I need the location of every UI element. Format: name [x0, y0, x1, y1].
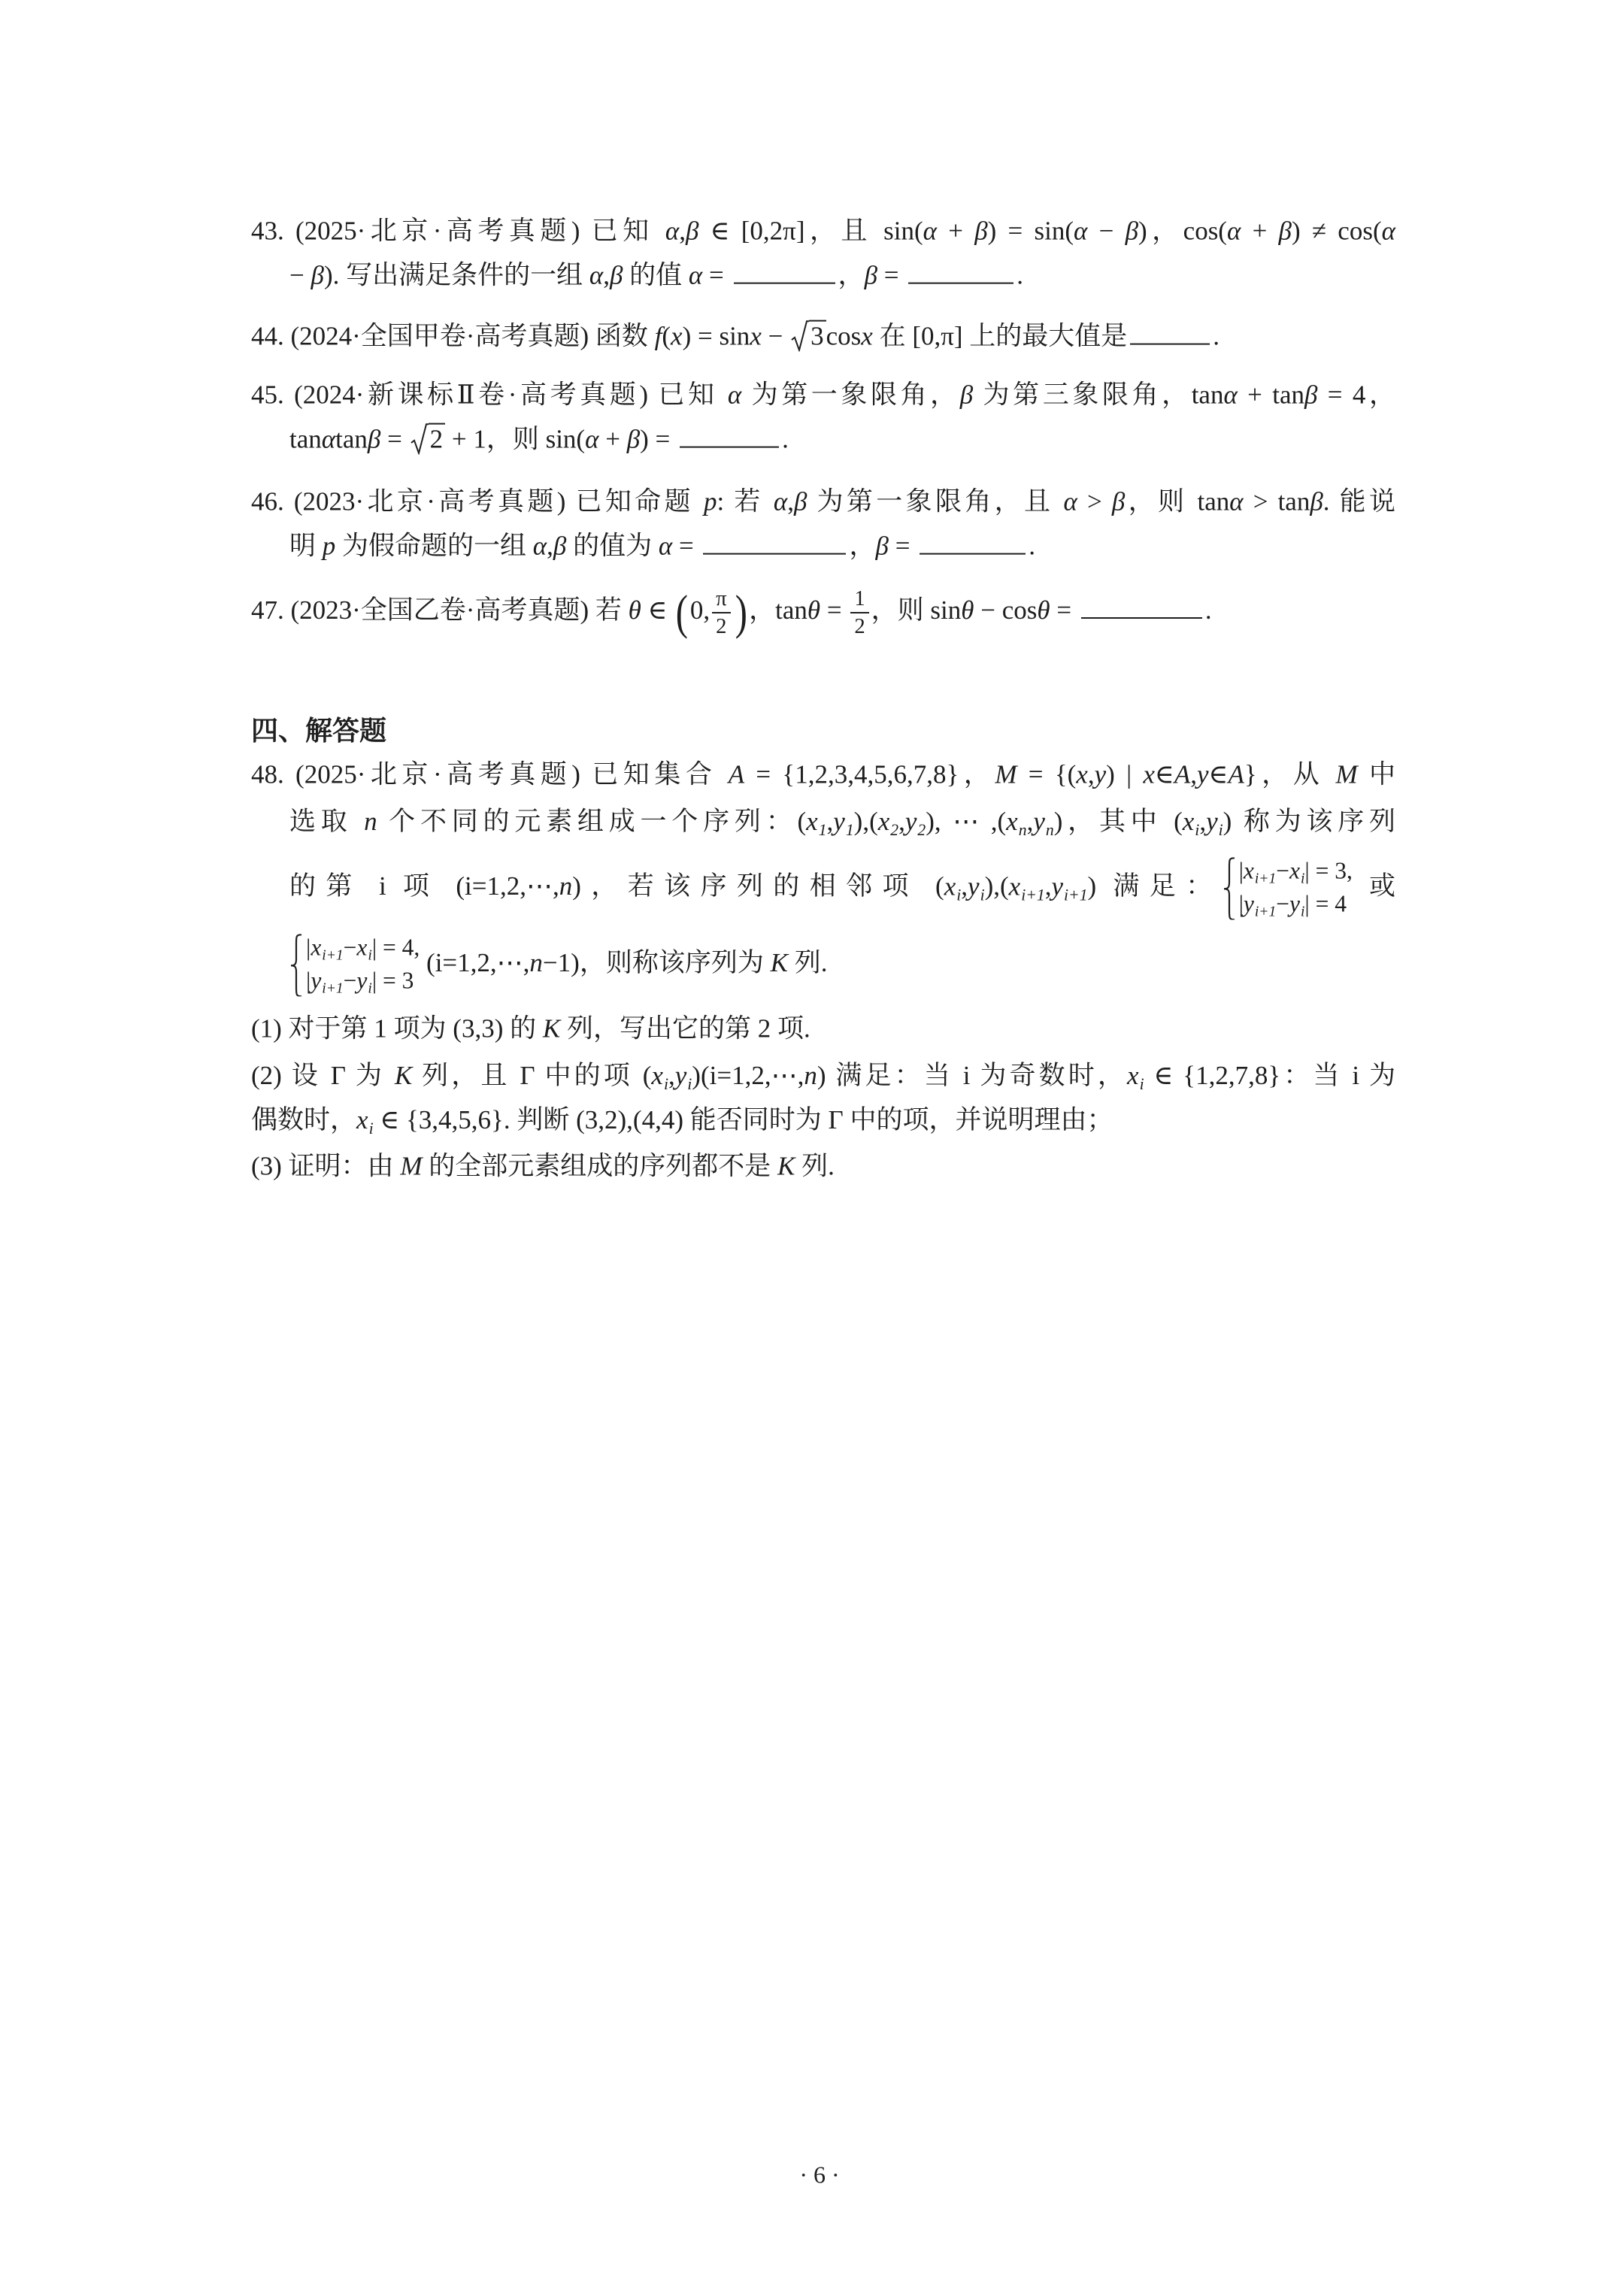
text-run: ). 写出满足条件的一组: [323, 260, 589, 290]
subscripted-variable: [356, 932, 371, 965]
math-variable: K: [777, 1151, 795, 1181]
question-43-line-2: [289, 257, 1023, 295]
math-variable: y: [1094, 759, 1107, 789]
fraction: [850, 586, 868, 639]
text-run: 列.: [795, 1151, 835, 1181]
text-run: + tan: [1237, 380, 1305, 410]
text-run: ,: [1044, 871, 1052, 901]
subscripted-variable: [1183, 803, 1200, 842]
math-variable: p: [322, 531, 336, 561]
text-run: (1) 对于第 1 项为 (3,3) 的: [251, 1013, 543, 1043]
question-46-line-1: [251, 483, 1395, 522]
math-variable: α: [1229, 486, 1244, 516]
left-brace-icon: [1223, 857, 1238, 920]
math-variable: x: [861, 321, 873, 351]
text-run: =: [888, 531, 917, 561]
text-run: 47. (2023·全国乙卷·高考真题) 若: [251, 595, 629, 625]
math-variable: β: [959, 380, 974, 410]
math-variable: y: [1243, 890, 1254, 916]
math-variable: x: [311, 934, 322, 961]
text-run: ) 满足：当 i 为奇数时，: [817, 1060, 1128, 1090]
math-variable: α: [1223, 380, 1238, 410]
text-run: 的值: [623, 260, 689, 290]
text-run: −: [343, 934, 357, 961]
text-run: −1)，则称该序列为: [542, 948, 771, 978]
subscripted-variable: [833, 803, 853, 842]
subscript: i+1: [1254, 871, 1277, 887]
text-run: ) 称为该序列: [1223, 806, 1396, 836]
text-run: ，则 sin: [871, 595, 962, 625]
answer-blank: [908, 259, 1013, 284]
text-run: ，: [849, 531, 876, 561]
page-number: · 6 ·: [799, 2161, 840, 2188]
math-variable: x: [1076, 759, 1088, 789]
text-run: 的全部元素组成的序列都不是: [422, 1151, 777, 1181]
text-run: (3) 证明：由: [251, 1151, 401, 1181]
math-variable: y: [356, 967, 368, 993]
math-variable: n: [529, 948, 543, 978]
subscript: i+1: [1254, 904, 1277, 920]
cases-brace: [1223, 856, 1353, 921]
question-48-line-1: [251, 756, 1395, 795]
radicand: 2: [429, 423, 446, 455]
text-run: ,: [1026, 806, 1034, 836]
text-run: )，cos(: [1138, 216, 1227, 246]
text-run: ,: [668, 1060, 675, 1090]
math-variable: y: [1196, 759, 1209, 789]
math-variable: β: [1310, 486, 1323, 516]
text-run: }，从: [1244, 759, 1336, 789]
radical-sign-icon: [791, 320, 809, 352]
square-root: [791, 320, 826, 352]
text-run: + 1，则 sin(: [445, 424, 586, 454]
math-variable: x: [671, 321, 683, 351]
fraction-numerator: 1: [850, 586, 868, 613]
text-run: ,: [1190, 759, 1197, 789]
text-run: 列，且 Γ 中的项 (: [412, 1060, 652, 1090]
text-run: tan: [289, 424, 322, 454]
subscript: i+1: [322, 947, 344, 964]
subscript: i: [368, 947, 372, 964]
text-run: =: [672, 531, 701, 561]
text-run: 在 [0,π] 上的最大值是: [872, 321, 1128, 351]
text-run: .: [1017, 260, 1023, 290]
math-variable: α: [773, 486, 788, 516]
text-run: ) |: [1106, 759, 1144, 789]
square-root: [411, 423, 446, 455]
text-run: 46. (2023·北京·高考真题) 已知命题: [251, 486, 704, 516]
subscripted-variable: [311, 932, 343, 965]
cases-row: [306, 965, 420, 998]
math-variable: α: [688, 260, 703, 290]
math-variable: y: [1051, 871, 1064, 901]
subscript: i: [980, 885, 985, 904]
text-run: +: [937, 216, 975, 246]
subscripted-variable: [1244, 856, 1276, 889]
math-variable: y: [833, 806, 845, 836]
math-variable: β: [685, 216, 699, 246]
text-run: .: [782, 424, 789, 454]
math-variable: β: [1111, 486, 1126, 516]
text-run: −: [761, 321, 790, 351]
text-run: −: [289, 260, 311, 290]
text-run: |: [1238, 890, 1244, 916]
text-run: +: [598, 424, 627, 454]
question-44-line-1: [251, 318, 1220, 356]
math-variable: θ: [1037, 595, 1050, 625]
text-run: ∈: [641, 595, 674, 625]
subscripted-variable: [878, 803, 898, 842]
question-48-line-3: [289, 856, 1395, 921]
text-run: ) = sin: [682, 321, 750, 351]
subscript: i+1: [1021, 885, 1045, 904]
subscript: 2: [890, 820, 899, 839]
text-run: 的值为: [566, 531, 659, 561]
subscripted-variable: [1127, 1057, 1144, 1096]
subscript: i: [1300, 904, 1305, 920]
text-run: ，tan: [749, 595, 807, 625]
math-variable: β: [1125, 216, 1139, 246]
subscript: 1: [845, 820, 854, 839]
math-variable: x: [1127, 1060, 1139, 1090]
math-variable: x: [877, 806, 890, 836]
subscripted-variable: [1006, 803, 1026, 842]
text-run: ∈: [1154, 759, 1174, 789]
math-variable: y: [311, 967, 322, 993]
math-variable: β: [875, 531, 889, 561]
math-variable: α: [1063, 486, 1077, 516]
text-run: ),(: [984, 871, 1009, 901]
text-run: ,: [826, 806, 834, 836]
text-run: )(i=1,2,⋯,: [692, 1060, 804, 1090]
text-run: =: [1050, 595, 1078, 625]
text-run: −: [1087, 216, 1126, 246]
math-variable: α: [585, 424, 599, 454]
text-run: 48. (2025·北京·高考真题) 已知集合: [251, 759, 729, 789]
text-run: ) = sin(: [987, 216, 1074, 246]
math-variable: β: [864, 260, 877, 290]
answer-blank: [1081, 594, 1202, 619]
text-run: |: [306, 967, 311, 993]
math-variable: x: [1143, 759, 1155, 789]
text-run: = {(: [1017, 759, 1077, 789]
question-48-part-2-line-2: [251, 1101, 1113, 1140]
subscripted-variable: [905, 803, 926, 842]
text-run: )，若该序列的相邻项 (: [572, 871, 944, 901]
fraction-denominator: 2: [716, 614, 727, 638]
subscripted-variable: [311, 965, 343, 998]
text-run: | = 4: [1304, 890, 1347, 916]
text-run: ∈: [1208, 759, 1229, 789]
text-run: 选取: [289, 806, 365, 836]
subscript: 1: [818, 820, 827, 839]
subscripted-variable: [1051, 868, 1087, 907]
subscripted-variable: [1289, 856, 1304, 889]
subscript: 2: [917, 820, 926, 839]
radical-sign-icon: [411, 423, 429, 455]
text-run: 为第三象限角，tan: [973, 380, 1224, 410]
question-48-part-2-line-1: [251, 1057, 1395, 1096]
text-run: − cos: [974, 595, 1038, 625]
math-variable: α: [658, 531, 673, 561]
text-run: )，其中 (: [1053, 806, 1183, 836]
subscripted-variable: [651, 1057, 668, 1096]
text-run: =: [702, 260, 731, 290]
math-variable: y: [968, 871, 980, 901]
math-variable: α: [589, 260, 604, 290]
subscript: n: [1045, 820, 1054, 839]
math-variable: α: [665, 216, 680, 246]
subscripted-variable: [944, 868, 962, 907]
subscripted-variable: [356, 1101, 374, 1140]
text-run: : 若: [717, 486, 774, 516]
text-run: (i=1,2,⋯,: [420, 948, 530, 978]
text-run: = {1,2,3,4,5,6,7,8}，: [744, 759, 995, 789]
text-run: 或: [1352, 871, 1396, 901]
text-run: 0,: [689, 595, 710, 625]
question-47-line-1: [251, 586, 1212, 639]
math-variable: β: [1304, 380, 1318, 410]
math-variable: β: [609, 260, 623, 290]
subscripted-variable: [1009, 868, 1045, 907]
text-run: +: [1241, 216, 1279, 246]
subscripted-variable: [806, 803, 826, 842]
text-run: −: [343, 967, 357, 993]
text-run: ,: [961, 871, 968, 901]
text-run: >: [1077, 486, 1112, 516]
text-run: ∈ {1,2,7,8}：当 i 为: [1144, 1060, 1396, 1090]
text-run: ) 满足：: [1087, 871, 1223, 901]
subscripted-variable: [1206, 803, 1223, 842]
subscript: i: [1300, 871, 1305, 887]
math-variable: x: [750, 321, 762, 351]
section-heading: 四、解答题: [251, 715, 387, 746]
math-variable: α: [321, 424, 336, 454]
text-run: 为第一象限角，且: [807, 486, 1064, 516]
subscript: i+1: [322, 980, 344, 997]
subscripted-variable: [1033, 803, 1053, 842]
text-run: 44. (2024·全国甲卷·高考真题) 函数: [251, 321, 655, 351]
text-run: 45. (2024·新课标Ⅱ卷·高考真题) 已知: [251, 380, 728, 410]
text-run: ), ⋯ ,(: [926, 806, 1007, 836]
math-variable: x: [944, 871, 956, 901]
subscript: i: [956, 885, 962, 904]
math-variable: n: [804, 1060, 817, 1090]
answer-blank: [703, 529, 846, 555]
math-variable: α: [727, 380, 742, 410]
subscript: i+1: [1064, 885, 1088, 904]
math-variable: y: [1289, 890, 1300, 916]
math-variable: y: [1033, 806, 1045, 836]
math-variable: α: [1381, 216, 1395, 246]
cases-rows: [1239, 856, 1353, 921]
text-run: ，: [838, 260, 865, 290]
fraction-numerator: π: [712, 586, 730, 613]
text-run: . 能说: [1323, 486, 1395, 516]
question-45-line-1: [251, 377, 1395, 415]
math-variable: n: [559, 871, 573, 901]
math-variable: β: [553, 531, 567, 561]
subscripted-variable: [356, 965, 371, 998]
text-run: (2) 设 Γ 为: [251, 1060, 395, 1090]
text-run: ∈ {3,4,5,6}. 判断 (3,2),(4,4) 能否同时为 Γ 中的项，并说明理由；: [373, 1104, 1113, 1134]
text-run: .: [1213, 321, 1220, 351]
text-run: |: [1238, 857, 1244, 884]
math-variable: α: [1074, 216, 1088, 246]
text-run: 个不同的元素组成一个序列：(: [377, 806, 807, 836]
math-variable: A: [1174, 759, 1191, 789]
text-run: ,: [898, 806, 905, 836]
math-variable: n: [364, 806, 377, 836]
text-run: ,: [1087, 759, 1095, 789]
cases-row: [1239, 889, 1353, 922]
subscripted-variable: [675, 1057, 692, 1096]
text-run: 为第一象限角，: [741, 380, 960, 410]
text-run: =: [877, 260, 906, 290]
subscripted-variable: [968, 868, 985, 907]
answer-blank: [680, 423, 779, 448]
math-variable: x: [1289, 857, 1300, 884]
cases-brace: [289, 932, 420, 998]
math-variable: A: [728, 759, 745, 789]
text-run: ，则 tan: [1125, 486, 1230, 516]
math-variable: A: [1228, 759, 1244, 789]
text-run: (: [662, 321, 671, 351]
text-run: −: [1276, 857, 1289, 884]
math-variable: θ: [628, 595, 641, 625]
math-variable: y: [674, 1060, 687, 1090]
text-run: .: [1029, 531, 1035, 561]
text-run: tan: [335, 424, 368, 454]
question-48-line-4: [289, 932, 827, 998]
math-variable: M: [400, 1151, 423, 1181]
math-variable: β: [626, 424, 641, 454]
math-variable: α: [532, 531, 547, 561]
text-run: ∈ [0,2π]，且 sin(: [698, 216, 923, 246]
text-run: 的第 i 项 (i=1,2,⋯,: [289, 871, 559, 901]
subscript: i: [1139, 1074, 1144, 1093]
text-run: ),(: [853, 806, 878, 836]
math-variable: α: [1226, 216, 1241, 246]
math-variable: y: [1206, 806, 1218, 836]
text-run: ,: [787, 486, 794, 516]
math-variable: f: [654, 321, 662, 351]
radicand: 3: [809, 320, 826, 352]
question-48-part-3-line-1: [251, 1148, 835, 1186]
math-variable: K: [770, 948, 788, 978]
fraction: [712, 586, 730, 639]
math-variable: x: [651, 1060, 663, 1090]
subscript: i: [687, 1074, 692, 1093]
math-variable: θ: [807, 595, 821, 625]
math-variable: β: [974, 216, 988, 246]
text-run: ,: [1199, 806, 1207, 836]
math-variable: M: [995, 759, 1017, 789]
text-run: 为假命题的一组: [335, 531, 533, 561]
math-variable: K: [394, 1060, 413, 1090]
cases-row: [1239, 856, 1353, 889]
text-run: > tan: [1243, 486, 1310, 516]
math-variable: α: [923, 216, 938, 246]
question-43-line-1: [251, 213, 1395, 251]
answer-blank: [734, 259, 835, 284]
subscript: n: [1018, 820, 1027, 839]
math-variable: β: [367, 424, 381, 454]
math-variable: x: [356, 1104, 368, 1134]
subscripted-variable: [1289, 889, 1304, 922]
text-run: =: [380, 424, 409, 454]
cases-row: [306, 932, 420, 965]
math-variable: x: [1008, 871, 1021, 901]
math-variable: x: [1182, 806, 1195, 836]
math-variable: β: [1278, 216, 1292, 246]
text-run: 列.: [787, 948, 828, 978]
big-parenthesis: ): [735, 585, 747, 640]
subscript: i: [1195, 820, 1200, 839]
text-run: =: [820, 595, 849, 625]
cases-rows: [306, 932, 420, 998]
text-run: ,: [547, 531, 553, 561]
question-46-line-2: [289, 528, 1035, 566]
math-variable: β: [311, 260, 324, 290]
text-run: 中: [1357, 759, 1395, 789]
text-run: | = 3,: [1304, 857, 1353, 884]
math-variable: x: [356, 934, 368, 961]
text-run: 明: [289, 531, 323, 561]
question-48-part-1-line-1: [251, 1010, 810, 1049]
text-run: .: [1204, 595, 1212, 625]
text-run: ,: [603, 260, 610, 290]
text-run: ,: [679, 216, 686, 246]
subscript: i: [663, 1074, 668, 1093]
text-run: ) =: [640, 424, 677, 454]
math-variable: x: [1243, 857, 1254, 884]
text-run: cos: [826, 321, 862, 351]
math-variable: M: [1335, 759, 1358, 789]
subscript: i: [368, 980, 372, 997]
text-run: 43. (2025·北京·高考真题) 已知: [251, 216, 665, 246]
math-variable: θ: [961, 595, 974, 625]
question-45-line-2: [289, 421, 789, 459]
text-run: |: [306, 934, 311, 961]
math-variable: x: [806, 806, 818, 836]
text-run: = 4，: [1317, 380, 1395, 410]
subscript: i: [368, 1119, 374, 1137]
fraction-denominator: 2: [854, 614, 865, 638]
answer-blank: [920, 529, 1026, 555]
big-parenthesis: (: [675, 585, 689, 640]
text-run: | = 4,: [371, 934, 420, 961]
left-brace-icon: [289, 934, 304, 997]
text-run: | = 3: [371, 967, 414, 993]
math-variable: x: [1006, 806, 1018, 836]
text-run: 偶数时，: [251, 1104, 357, 1134]
answer-blank: [1130, 320, 1210, 345]
math-variable: K: [542, 1013, 561, 1043]
question-48-line-2: [289, 803, 1395, 842]
text-run: −: [1276, 890, 1289, 916]
text-run: 列，写出它的第 2 项.: [560, 1013, 810, 1043]
subscript: i: [1218, 820, 1223, 839]
math-variable: y: [904, 806, 917, 836]
math-variable: β: [793, 486, 807, 516]
math-variable: p: [704, 486, 717, 516]
text-run: ) ≠ cos(: [1291, 216, 1382, 246]
subscripted-variable: [1244, 889, 1276, 922]
